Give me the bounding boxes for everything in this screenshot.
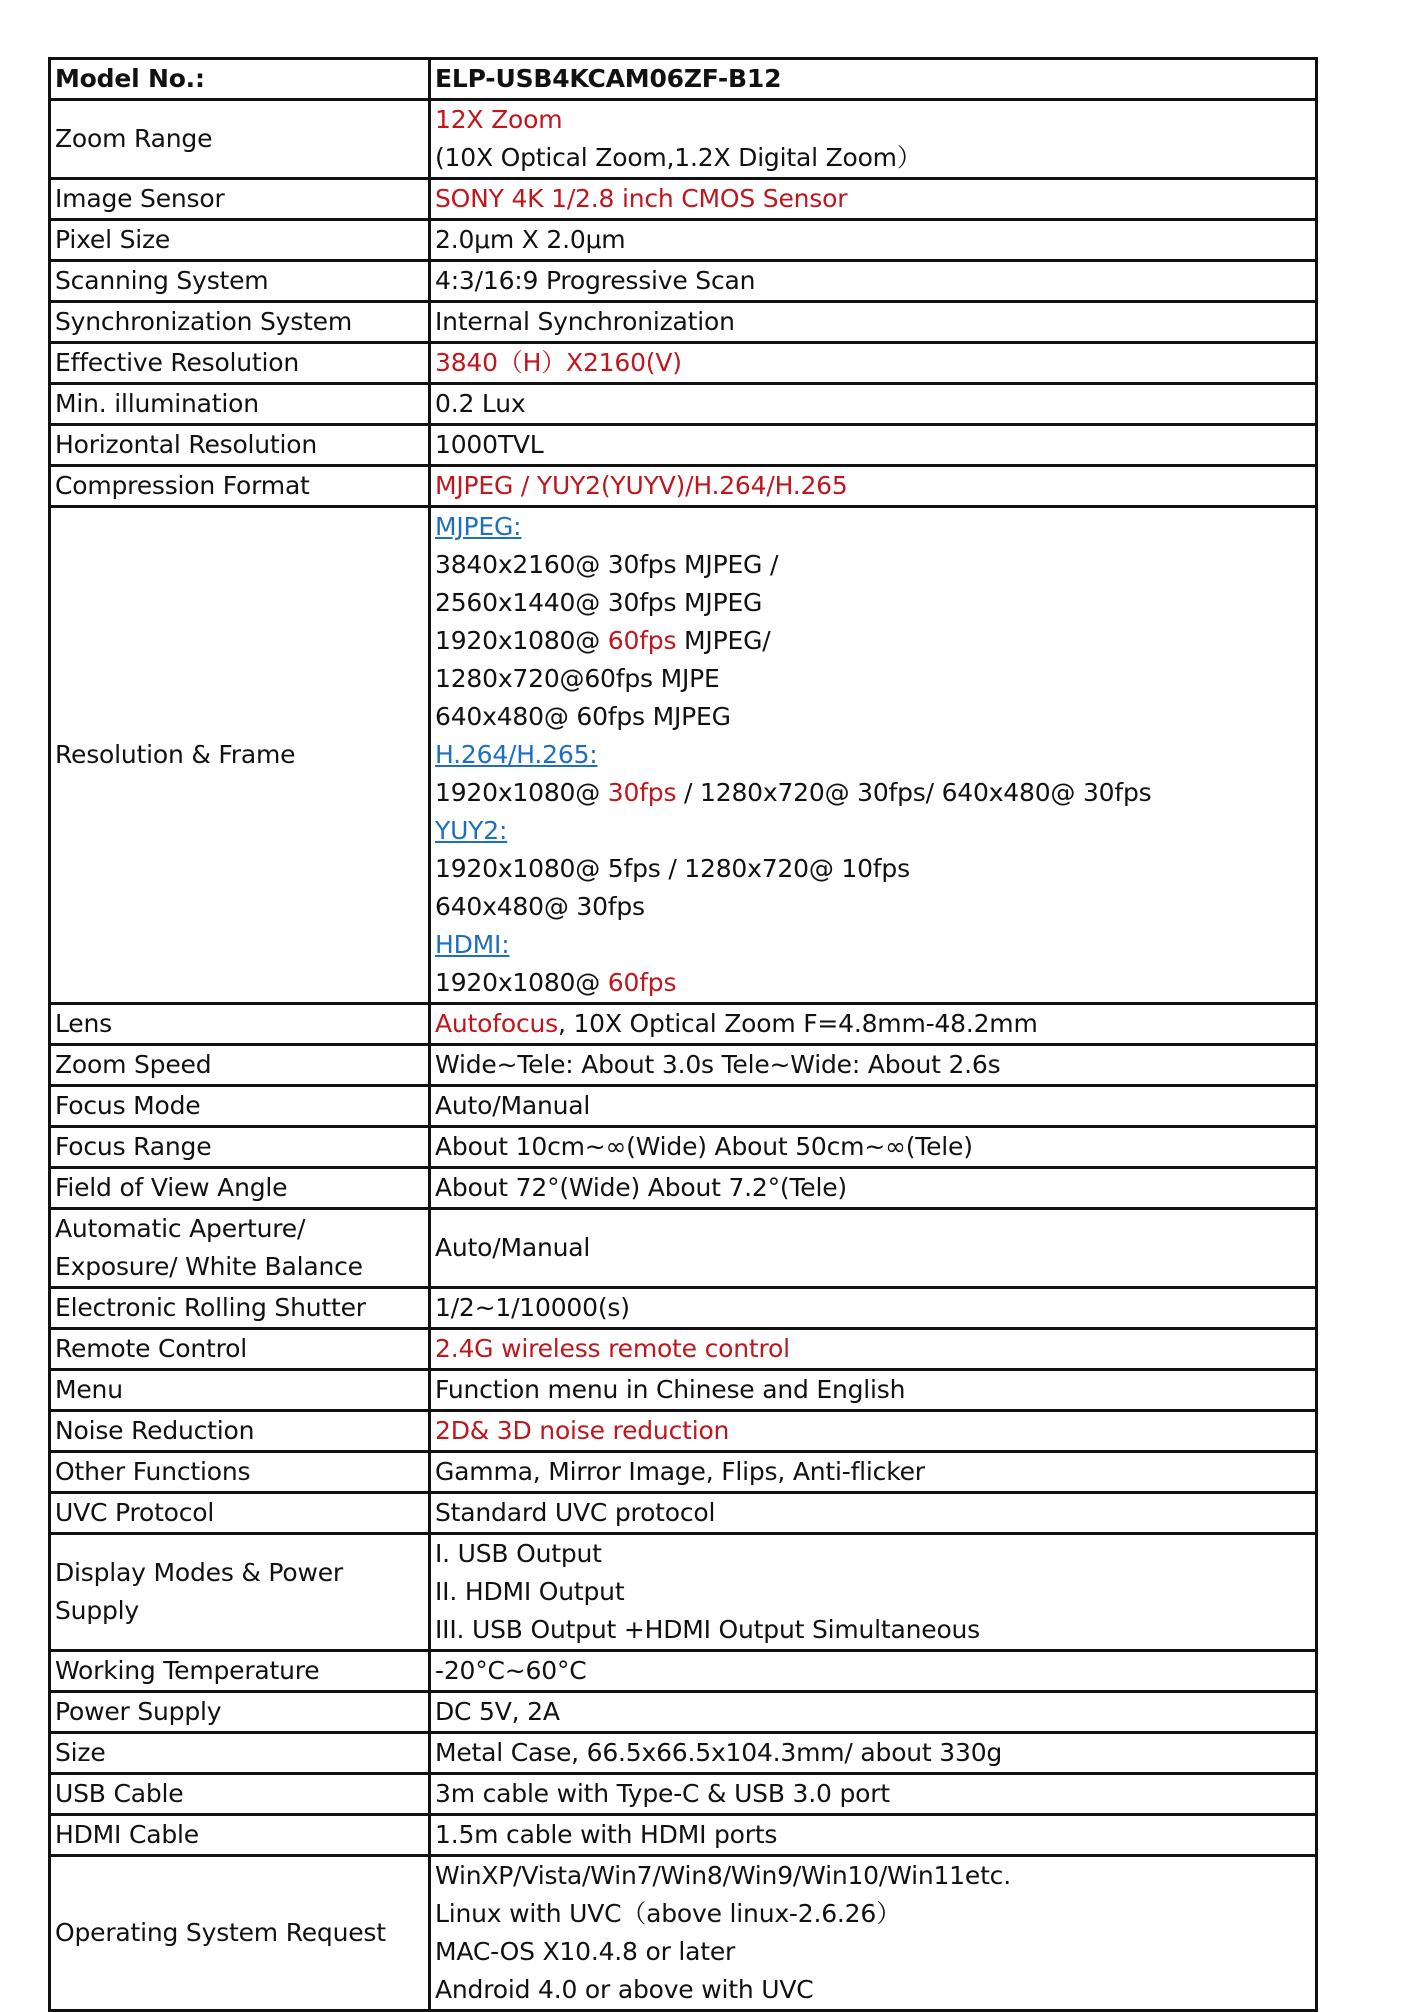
spec-value-line <box>435 1169 1311 1207</box>
format-link[interactable]: HDMI: <box>435 930 510 959</box>
spec-key: Size <box>50 1733 430 1774</box>
spec-key: Field of View Angle <box>50 1168 430 1209</box>
spec-row-electronic-rolling-shutter <box>50 1288 1317 1329</box>
value-text: Wide~Tele: About 3.0s Tele~Wide: About 2.6s <box>435 1050 1001 1079</box>
value-text: -20°C~60°C <box>435 1656 587 1685</box>
spec-row-resolution-frame <box>50 507 1317 1004</box>
spec-value-line <box>435 303 1311 341</box>
value-text: Linux with UVC（above linux-2.6.26） <box>435 1899 901 1928</box>
spec-key: Noise Reduction <box>50 1411 430 1452</box>
spec-key: Operating System Request <box>50 1856 430 2011</box>
spec-value <box>430 302 1317 343</box>
spec-value-line <box>435 1734 1311 1772</box>
spec-value-line <box>435 736 1311 774</box>
value-text: I. USB Output <box>435 1539 602 1568</box>
spec-key: Scanning System <box>50 261 430 302</box>
value-text: 1920x1080@ <box>435 778 608 807</box>
spec-value-line <box>435 139 1311 177</box>
spec-value <box>430 100 1317 179</box>
spec-value-line <box>435 1535 1311 1573</box>
spec-value-line <box>435 1611 1311 1649</box>
value-text: Android 4.0 or above with UVC <box>435 1975 814 2004</box>
spec-value <box>430 59 1317 100</box>
spec-key-line: Automatic Aperture/ <box>55 1214 306 1243</box>
value-text: MAC-OS X10.4.8 or later <box>435 1937 736 1966</box>
spec-row-horizontal-resolution <box>50 425 1317 466</box>
spec-row-compression-format <box>50 466 1317 507</box>
value-text: About 72°(Wide) About 7.2°(Tele) <box>435 1173 847 1202</box>
spec-value-line <box>435 1289 1311 1327</box>
spec-value-line <box>435 344 1311 382</box>
spec-key: Menu <box>50 1370 430 1411</box>
highlight-text: 2D& 3D noise reduction <box>435 1416 730 1445</box>
spec-key: Effective Resolution <box>50 343 430 384</box>
value-text: / 1280x720@ 30fps/ 640x480@ 30fps <box>676 778 1152 807</box>
value-text: 640x480@ 60fps MJPEG <box>435 702 731 731</box>
spec-row-focus-mode <box>50 1086 1317 1127</box>
spec-value <box>430 1774 1317 1815</box>
spec-value-line <box>435 60 1311 98</box>
spec-value-line <box>435 1971 1311 2009</box>
spec-value-line <box>435 698 1311 736</box>
value-text: ELP-USB4KCAM06ZF-B12 <box>435 64 782 93</box>
spec-value <box>430 1733 1317 1774</box>
spec-value-line <box>435 1857 1311 1895</box>
spec-value-line <box>435 426 1311 464</box>
value-text: III. USB Output +HDMI Output Simultaneous <box>435 1615 981 1644</box>
value-text: 1000TVL <box>435 430 544 459</box>
spec-value-line <box>435 1816 1311 1854</box>
value-text: , 10X Optical Zoom F=4.8mm-48.2mm <box>557 1009 1038 1038</box>
format-link[interactable]: MJPEG: <box>435 512 522 541</box>
value-text: 3m cable with Type-C & USB 3.0 port <box>435 1779 890 1808</box>
value-text: Metal Case, 66.5x66.5x104.3mm/ about 330g <box>435 1738 1003 1767</box>
format-link[interactable]: YUY2: <box>435 816 508 845</box>
spec-value <box>430 1692 1317 1733</box>
spec-value-line <box>435 1128 1311 1166</box>
spec-value <box>430 1856 1317 2011</box>
spec-row-automatic-aperture-exposure-white-balance <box>50 1209 1317 1288</box>
spec-value-line <box>435 1494 1311 1532</box>
spec-row-synchronization-system <box>50 302 1317 343</box>
spec-row-size <box>50 1733 1317 1774</box>
value-text: (10X Optical Zoom,1.2X Digital Zoom） <box>435 143 922 172</box>
spec-value <box>430 261 1317 302</box>
spec-value <box>430 1534 1317 1651</box>
value-text: Auto/Manual <box>435 1091 591 1120</box>
spec-value-line <box>435 850 1311 888</box>
spec-row-min-illumination <box>50 384 1317 425</box>
spec-key <box>50 1534 430 1651</box>
spec-value-line <box>435 221 1311 259</box>
spec-row-other-functions <box>50 1452 1317 1493</box>
spec-row-operating-system-request <box>50 1856 1317 2011</box>
spec-row-effective-resolution <box>50 343 1317 384</box>
value-text: Function menu in Chinese and English <box>435 1375 906 1404</box>
spec-value-line <box>435 660 1311 698</box>
spec-key: Horizontal Resolution <box>50 425 430 466</box>
value-text: MJPEG/ <box>676 626 771 655</box>
spec-value <box>430 466 1317 507</box>
spec-value-line <box>435 1573 1311 1611</box>
spec-row-pixel-size <box>50 220 1317 261</box>
spec-key-line: Display Modes & Power <box>55 1558 344 1587</box>
value-text: 0.2 Lux <box>435 389 526 418</box>
highlight-text: 12X Zoom <box>435 105 563 134</box>
spec-value-line <box>435 1330 1311 1368</box>
spec-key: HDMI Cable <box>50 1815 430 1856</box>
spec-value <box>430 1493 1317 1534</box>
spec-value-line <box>435 622 1311 660</box>
spec-value-line <box>435 262 1311 300</box>
spec-value <box>430 1209 1317 1288</box>
spec-value-line <box>435 180 1311 218</box>
highlight-text: 60fps <box>607 626 677 655</box>
spec-value <box>430 1127 1317 1168</box>
value-text: 1/2~1/10000(s) <box>435 1293 630 1322</box>
value-text: WinXP/Vista/Win7/Win8/Win9/Win10/Win11etc. <box>435 1861 1011 1890</box>
spec-key: Remote Control <box>50 1329 430 1370</box>
spec-value-line <box>435 385 1311 423</box>
spec-value <box>430 1815 1317 1856</box>
highlight-text: Autofocus <box>435 1009 558 1038</box>
value-text: 4:3/16:9 Progressive Scan <box>435 266 756 295</box>
spec-value <box>430 179 1317 220</box>
spec-row-zoom-range <box>50 100 1317 179</box>
spec-value <box>430 384 1317 425</box>
spec-row-zoom-speed <box>50 1045 1317 1086</box>
spec-value <box>430 220 1317 261</box>
spec-key-line: Exposure/ White Balance <box>55 1252 363 1281</box>
spec-row-model-no <box>50 59 1317 100</box>
spec-row-menu <box>50 1370 1317 1411</box>
spec-value <box>430 1168 1317 1209</box>
spec-value-line <box>435 1453 1311 1491</box>
spec-value <box>430 507 1317 1004</box>
spec-row-focus-range <box>50 1127 1317 1168</box>
value-text: 3840x2160@ 30fps MJPEG / <box>435 550 779 579</box>
spec-value-line <box>435 1046 1311 1084</box>
spec-row-working-temperature <box>50 1651 1317 1692</box>
spec-table <box>48 57 1318 2012</box>
spec-key: Focus Mode <box>50 1086 430 1127</box>
spec-value <box>430 1411 1317 1452</box>
value-text: Gamma, Mirror Image, Flips, Anti-flicker <box>435 1457 925 1486</box>
value-text: Internal Synchronization <box>435 307 735 336</box>
spec-key: Image Sensor <box>50 179 430 220</box>
spec-value-line <box>435 1371 1311 1409</box>
spec-row-image-sensor <box>50 179 1317 220</box>
spec-value <box>430 343 1317 384</box>
value-text: Standard UVC protocol <box>435 1498 716 1527</box>
value-text: 2560x1440@ 30fps MJPEG <box>435 588 763 617</box>
spec-row-power-supply <box>50 1692 1317 1733</box>
spec-value-line <box>435 1005 1311 1043</box>
value-text: 1.5m cable with HDMI ports <box>435 1820 778 1849</box>
spec-value <box>430 425 1317 466</box>
spec-key: Zoom Range <box>50 100 430 179</box>
highlight-text: 60fps <box>607 968 677 997</box>
spec-row-field-of-view-angle <box>50 1168 1317 1209</box>
spec-value-line <box>435 812 1311 850</box>
highlight-text: SONY 4K 1/2.8 inch CMOS Sensor <box>435 184 848 213</box>
highlight-text: 3840（H）X2160(V) <box>435 348 682 377</box>
spec-value-line <box>435 1895 1311 1933</box>
value-text: DC 5V, 2A <box>435 1697 560 1726</box>
spec-value <box>430 1045 1317 1086</box>
value-text: 1920x1080@ <box>435 968 608 997</box>
spec-value-line <box>435 774 1311 812</box>
spec-value <box>430 1329 1317 1370</box>
spec-key: Working Temperature <box>50 1651 430 1692</box>
spec-key: Power Supply <box>50 1692 430 1733</box>
value-text: 1920x1080@ 5fps / 1280x720@ 10fps <box>435 854 910 883</box>
spec-key: Zoom Speed <box>50 1045 430 1086</box>
spec-row-hdmi-cable <box>50 1815 1317 1856</box>
spec-key: Synchronization System <box>50 302 430 343</box>
spec-table-body <box>50 59 1317 2011</box>
spec-value-line <box>435 926 1311 964</box>
highlight-text: 2.4G wireless remote control <box>435 1334 790 1363</box>
spec-key: Compression Format <box>50 466 430 507</box>
value-text: Auto/Manual <box>435 1233 591 1262</box>
value-text: 640x480@ 30fps <box>435 892 645 921</box>
value-text: 1280x720@60fps MJPE <box>435 664 720 693</box>
spec-value <box>430 1370 1317 1411</box>
spec-value-line <box>435 508 1311 546</box>
spec-key: Lens <box>50 1004 430 1045</box>
spec-key: USB Cable <box>50 1774 430 1815</box>
spec-value-line <box>435 546 1311 584</box>
spec-value <box>430 1004 1317 1045</box>
spec-key <box>50 1209 430 1288</box>
spec-row-remote-control <box>50 1329 1317 1370</box>
spec-key: Model No.: <box>50 59 430 100</box>
spec-key: Other Functions <box>50 1452 430 1493</box>
value-text: 2.0μm X 2.0μm <box>435 225 626 254</box>
highlight-text: MJPEG / YUY2(YUYV)/H.264/H.265 <box>435 471 848 500</box>
spec-value-line <box>435 467 1311 505</box>
spec-row-lens <box>50 1004 1317 1045</box>
value-text: About 10cm~∞(Wide) About 50cm~∞(Tele) <box>435 1132 973 1161</box>
spec-value-line <box>435 888 1311 926</box>
spec-key: Electronic Rolling Shutter <box>50 1288 430 1329</box>
highlight-text: 30fps <box>607 778 677 807</box>
spec-value <box>430 1086 1317 1127</box>
spec-key: Min. illumination <box>50 384 430 425</box>
value-text: II. HDMI Output <box>435 1577 625 1606</box>
spec-row-noise-reduction <box>50 1411 1317 1452</box>
spec-value-line <box>435 1229 1311 1267</box>
spec-value-line <box>435 1693 1311 1731</box>
spec-key-line: Supply <box>55 1596 139 1625</box>
spec-key: Focus Range <box>50 1127 430 1168</box>
spec-key: Pixel Size <box>50 220 430 261</box>
spec-key: Resolution & Frame <box>50 507 430 1004</box>
value-text: 1920x1080@ <box>435 626 608 655</box>
spec-row-scanning-system <box>50 261 1317 302</box>
spec-value-line <box>435 964 1311 1002</box>
spec-value-line <box>435 1412 1311 1450</box>
spec-value-line <box>435 1652 1311 1690</box>
format-link[interactable]: H.264/H.265: <box>435 740 598 769</box>
spec-value-line <box>435 101 1311 139</box>
spec-value-line <box>435 1087 1311 1125</box>
spec-value <box>430 1651 1317 1692</box>
spec-key: UVC Protocol <box>50 1493 430 1534</box>
spec-value-line <box>435 584 1311 622</box>
spec-row-usb-cable <box>50 1774 1317 1815</box>
spec-value-line <box>435 1933 1311 1971</box>
spec-value <box>430 1288 1317 1329</box>
spec-row-uvc-protocol <box>50 1493 1317 1534</box>
spec-value-line <box>435 1775 1311 1813</box>
spec-row-display-modes-power-supply <box>50 1534 1317 1651</box>
spec-value <box>430 1452 1317 1493</box>
